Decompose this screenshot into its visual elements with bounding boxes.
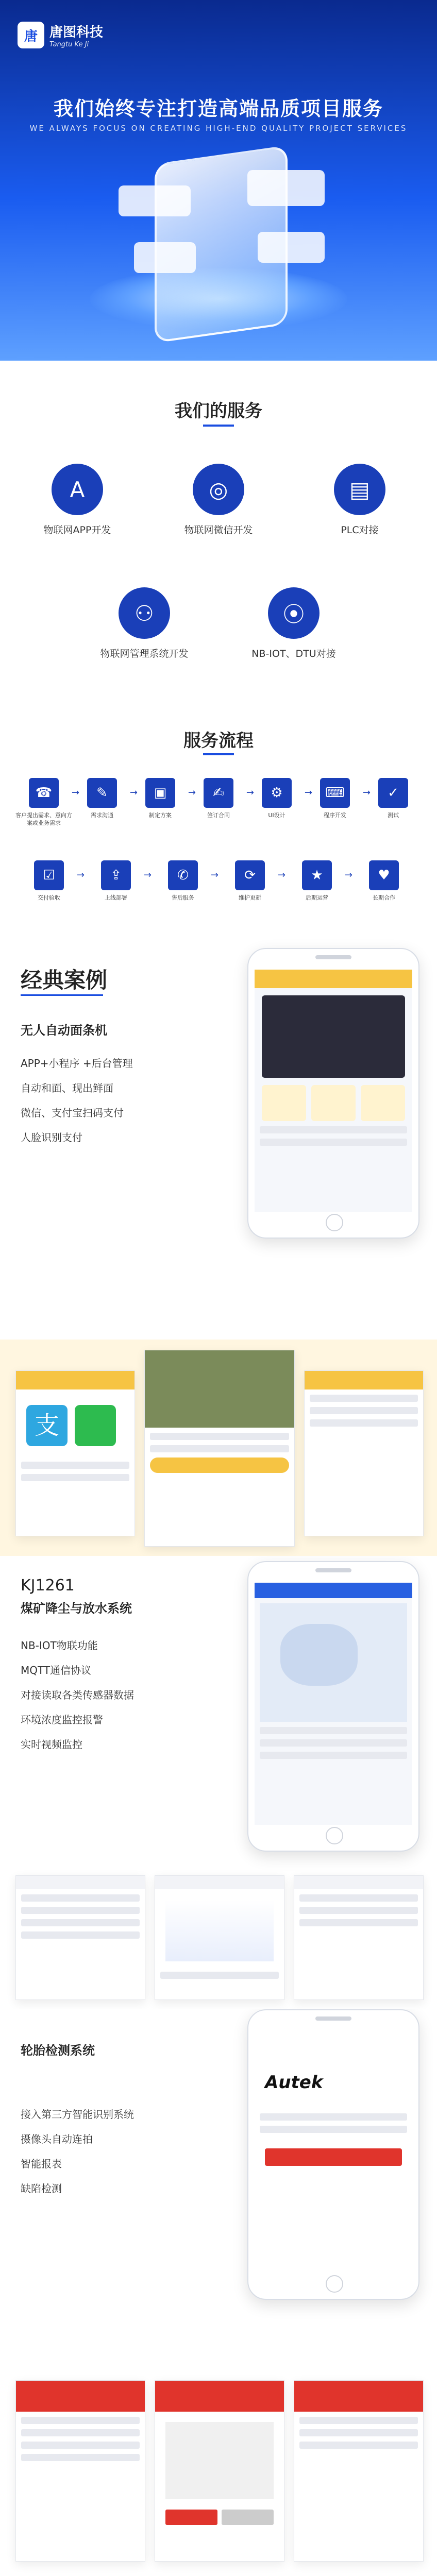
process-step [155, 860, 218, 902]
placeholder-row [260, 2113, 407, 2121]
noodle-photo [145, 1350, 294, 1428]
server-icon: ▤ [334, 464, 385, 515]
phone-mockup [247, 948, 419, 1239]
feature-item: 环境浓度监控报警 [21, 1714, 103, 1726]
placeholder-row [21, 2454, 140, 2461]
placeholder-row [21, 1474, 129, 1481]
case-mine-dust-system [0, 1556, 437, 2009]
process-step [356, 860, 412, 902]
logo-mark: 唐 [18, 22, 44, 48]
step-text: 长期合作 [373, 894, 395, 901]
status-bar [294, 1876, 423, 1889]
case-name: 轮胎检测系统 [21, 2043, 95, 2058]
hero-slogan-en: WE ALWAYS FOCUS ON CREATING HIGH-END QUALITY PROJECT SERVICES [29, 124, 408, 133]
app-header [255, 970, 412, 988]
wechat-icon: ◎ [193, 464, 244, 515]
step-icon: ☎ [29, 778, 59, 808]
phone-notch [315, 955, 351, 959]
phone-mockup [247, 2009, 419, 2300]
arrow-right-icon: → [344, 870, 352, 880]
placeholder-row [260, 1752, 407, 1759]
case-name: 无人自动面条机 [21, 1023, 107, 1038]
process-section [0, 721, 437, 938]
feature-item: 自动和面、现出鲜面 [21, 1082, 113, 1094]
app-banner [262, 995, 405, 1078]
placeholder-row [21, 1462, 129, 1469]
feature-item: 缺陷检测 [21, 2182, 62, 2195]
services-section [0, 361, 437, 721]
placeholder-row [299, 2417, 418, 2424]
hero-banner [0, 0, 437, 361]
step-text: 程序开发 [324, 812, 346, 819]
arrow-right-icon: → [143, 870, 152, 880]
step-text: 维护更新 [239, 894, 261, 901]
status-bar [16, 1876, 145, 1889]
app-screen-table [294, 1875, 424, 2000]
placeholder-row [21, 1931, 140, 1939]
menu-tile[interactable] [262, 1085, 306, 1121]
step-text: 后期运营 [306, 894, 328, 901]
placeholder-row [21, 2429, 140, 2436]
menu-tile[interactable] [361, 1085, 405, 1121]
arrow-right-icon: → [362, 787, 371, 798]
feature-item: NB-IOT物联功能 [21, 1639, 98, 1652]
feature-item: MQTT通信协议 [21, 1664, 92, 1676]
placeholder-row [310, 1395, 418, 1402]
app-header [305, 1371, 423, 1389]
app-header [16, 1371, 135, 1389]
login-button[interactable] [265, 2148, 402, 2166]
feature-item: 实时视频监控 [21, 1738, 82, 1751]
placeholder-row [150, 1445, 289, 1452]
step-icon: ✍ [204, 778, 233, 808]
admin-system-icon: ⚇ [119, 587, 170, 639]
step-icon: ⌨ [320, 778, 350, 808]
service-label: 物联网APP开发 [43, 524, 111, 536]
app-header [255, 1583, 412, 1598]
placeholder-row [21, 2417, 140, 2424]
app-header [155, 2381, 284, 2412]
step-text: UI设计 [268, 812, 285, 819]
company-pinyin: Tangtu Ke Ji [49, 41, 89, 48]
case-features [21, 2102, 134, 2201]
service-label: 物联网管理系统开发 [100, 648, 189, 659]
step-icon: ⟳ [235, 860, 265, 890]
home-button[interactable] [326, 1827, 343, 1844]
app-screen-list [15, 1875, 145, 2000]
service-nbiot[interactable] [237, 587, 350, 660]
chart-area [165, 1900, 274, 1961]
placeholder-row [260, 1739, 407, 1747]
process-step [21, 860, 85, 902]
arrow-right-icon: → [71, 787, 79, 798]
phone-screen [255, 970, 412, 1212]
process-step [362, 778, 422, 820]
placeholder-row [260, 1139, 407, 1146]
company-logo[interactable] [18, 22, 103, 48]
preview-area [165, 2422, 274, 2499]
arrow-right-icon: → [129, 787, 138, 798]
title-underline [203, 753, 234, 755]
title-underline [203, 425, 234, 427]
process-step [248, 778, 312, 820]
process-step [88, 860, 152, 902]
feature-item: 人脸识别支付 [21, 1131, 82, 1144]
order-button[interactable] [150, 1458, 289, 1473]
phone-mockup [247, 1561, 419, 1852]
phone-notch [315, 2016, 351, 2021]
wechat-pay-icon[interactable] [75, 1405, 116, 1446]
placeholder-row [310, 1407, 418, 1414]
placeholder-row [299, 1907, 418, 1914]
arrow-right-icon: → [76, 870, 85, 880]
case-name: 煤矿降尘与放水系统 [21, 1601, 132, 1616]
process-step [289, 860, 352, 902]
map-land [280, 1624, 358, 1686]
process-step [71, 778, 138, 820]
app-screen-records [15, 2380, 145, 2562]
title-underline [21, 994, 103, 996]
step-icon: ☑ [34, 860, 64, 890]
service-label: NB-IOT、DTU对接 [251, 648, 336, 659]
placeholder-row [299, 2442, 418, 2449]
step-icon: ✎ [87, 778, 117, 808]
map-view[interactable] [260, 1603, 407, 1722]
alipay-icon[interactable]: 支 [26, 1405, 68, 1446]
app-screen-camera [155, 2380, 284, 2562]
placeholder-row [299, 1894, 418, 1902]
app-screen-order [144, 1350, 295, 1547]
brand-logo: Autek [265, 2072, 323, 2093]
step-text: 签订合同 [207, 812, 230, 819]
step-icon: ★ [302, 860, 332, 890]
app-screen-payment [15, 1370, 135, 1536]
placeholder-row [21, 1894, 140, 1902]
capture-button[interactable] [165, 2510, 217, 2525]
floating-card [258, 232, 325, 263]
process-step [190, 778, 254, 820]
app-screen-result [304, 1370, 424, 1536]
feature-item: 接入第三方智能识别系统 [21, 2108, 134, 2121]
step-text: 制定方案 [149, 812, 172, 819]
case-code: KJ1261 [21, 1577, 75, 1595]
placeholder-row [21, 1919, 140, 1926]
service-app-dev[interactable] [21, 464, 134, 536]
case-noodle-machine [0, 938, 437, 1556]
case-features [21, 1051, 133, 1150]
case1-screens-strip [0, 1340, 437, 1556]
step-icon: ✓ [378, 778, 408, 808]
placeholder-row [150, 1433, 289, 1440]
arrow-right-icon: → [304, 787, 312, 798]
arrow-right-icon: → [277, 870, 285, 880]
process-title: 服务流程 [183, 731, 254, 751]
feature-item: APP+小程序 +后台管理 [21, 1057, 133, 1070]
placeholder-row [310, 1419, 418, 1427]
app-screen-chart [155, 1875, 284, 2000]
process-step [15, 778, 79, 827]
process-step [304, 778, 371, 820]
status-bar [155, 1876, 284, 1889]
arrow-right-icon: → [246, 787, 254, 798]
feature-item: 微信、支付宝扫码支付 [21, 1107, 124, 1119]
feature-item: 对接读取各类传感器数据 [21, 1689, 134, 1701]
placeholder-row [160, 1972, 279, 1979]
cancel-button[interactable] [222, 2510, 274, 2525]
placeholder-row [21, 1907, 140, 1914]
app-screen-detail [294, 2380, 424, 2562]
case-features [21, 1633, 134, 1757]
placeholder-row [260, 2126, 407, 2133]
signal-icon: ⦿ [268, 587, 320, 639]
step-icon: ♥ [369, 860, 399, 890]
floating-card [247, 170, 325, 206]
step-icon: ✆ [168, 860, 198, 890]
service-label: PLC对接 [341, 524, 379, 536]
service-wechat-dev[interactable] [162, 464, 275, 536]
step-icon: ⇪ [101, 860, 131, 890]
feature-item: 摄像头自动连拍 [21, 2133, 93, 2145]
process-step [222, 860, 285, 902]
placeholder-row [260, 1126, 407, 1133]
placeholder-row [299, 1919, 418, 1926]
floating-card [134, 242, 196, 273]
feature-item: 智能报表 [21, 2158, 62, 2170]
step-text: 客户提出需求、意向方案或业务需求 [15, 812, 72, 826]
service-label: 物联网微信开发 [184, 524, 253, 536]
services-title: 我们的服务 [175, 401, 262, 421]
phone-screen [255, 1583, 412, 1825]
step-icon: ▣ [145, 778, 175, 808]
home-button[interactable] [326, 1214, 343, 1231]
service-plc[interactable] [303, 464, 416, 536]
step-icon: ⚙ [262, 778, 292, 808]
app-header [16, 2381, 145, 2412]
step-text: 售后服务 [172, 894, 194, 901]
menu-tile[interactable] [311, 1085, 356, 1121]
step-text: 上线部署 [105, 894, 127, 901]
placeholder-row [299, 2429, 418, 2436]
app-store-icon: A [52, 464, 103, 515]
case-tire-inspection [0, 2009, 437, 2576]
floating-card [119, 185, 191, 216]
phone-notch [315, 1568, 351, 1572]
arrow-right-icon: → [188, 787, 196, 798]
arrow-right-icon: → [210, 870, 218, 880]
hero-slogan: 我们始终专注打造高端品质项目服务 [53, 97, 383, 120]
placeholder-row [260, 1727, 407, 1734]
placeholder-row [21, 2442, 140, 2449]
phone-screen [255, 2031, 412, 2273]
service-admin-system[interactable] [88, 587, 201, 660]
process-step [129, 778, 196, 820]
step-text: 交付验收 [38, 894, 60, 901]
app-header [294, 2381, 423, 2412]
company-name: 唐图科技 [49, 25, 104, 40]
step-text: 测试 [388, 812, 399, 819]
home-button[interactable] [326, 2275, 343, 2293]
cases-title: 经典案例 [21, 968, 108, 993]
step-text: 需求沟通 [91, 812, 113, 819]
